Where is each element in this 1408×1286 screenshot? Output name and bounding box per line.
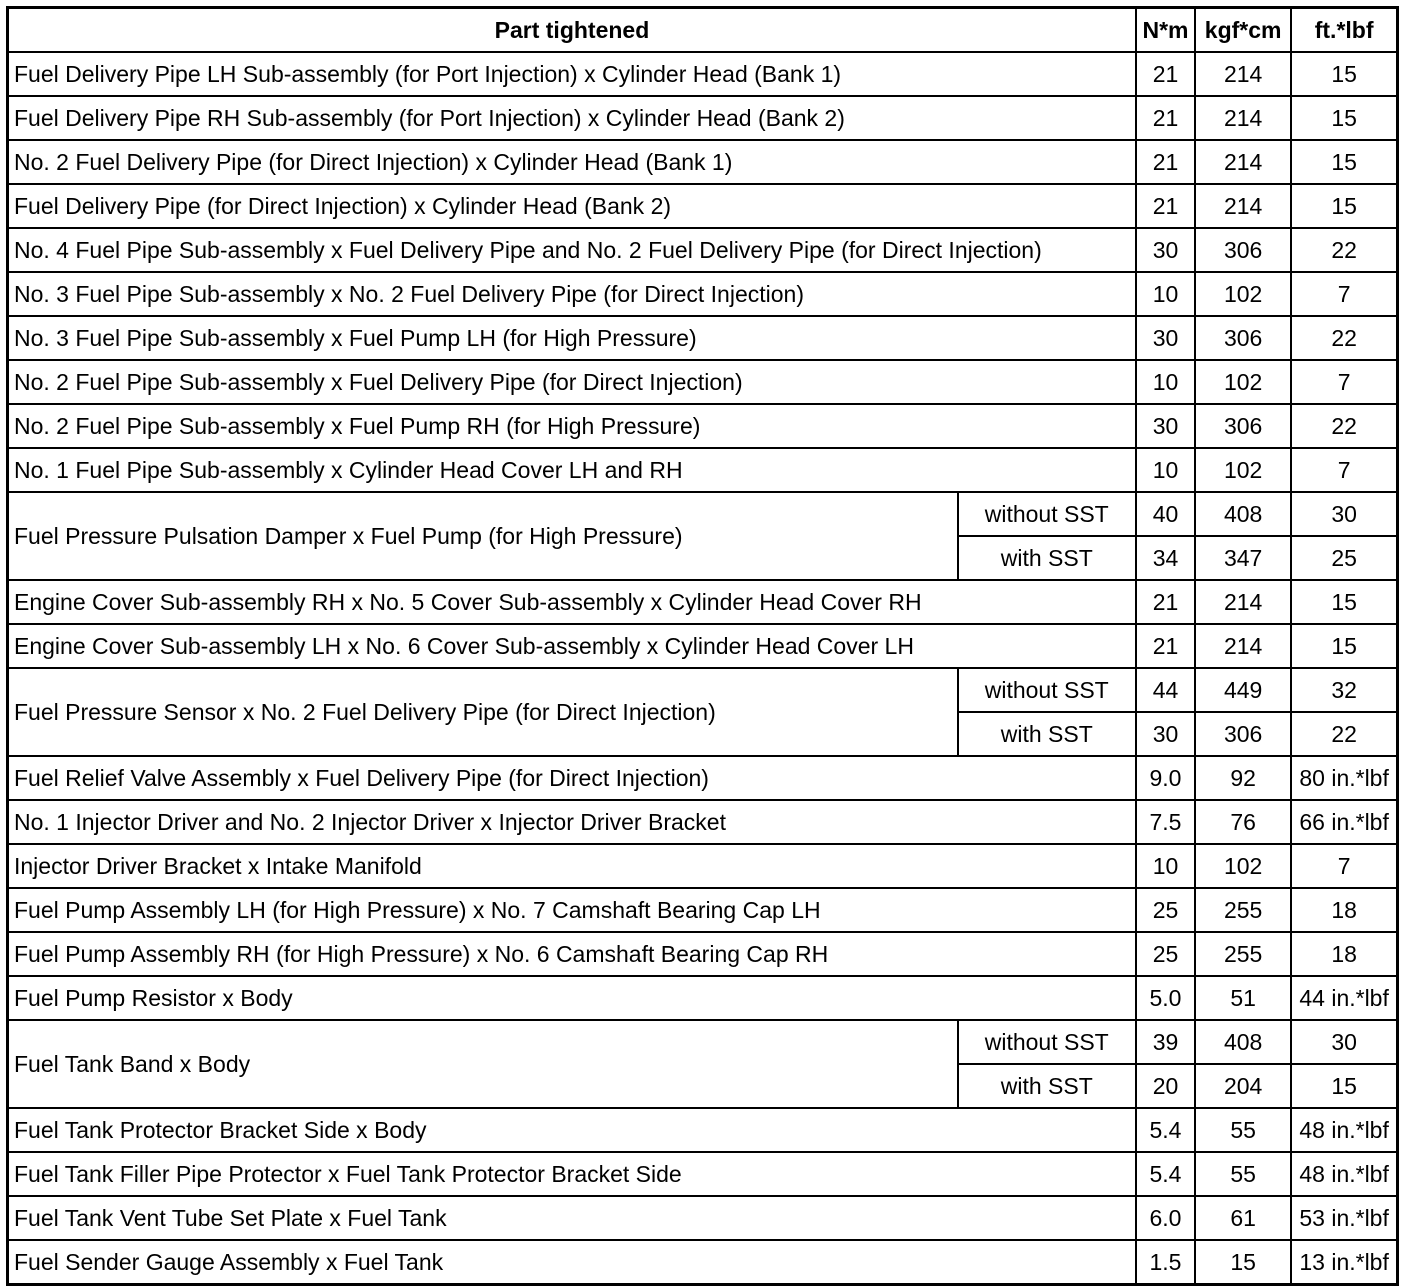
ft-lbf-cell: 22 <box>1291 404 1397 448</box>
table-row <box>8 844 1398 888</box>
table-row <box>8 448 1398 492</box>
nm-cell: 30 <box>1136 712 1195 756</box>
ft-lbf-cell: 13 in.*lbf <box>1291 1240 1397 1285</box>
kgf-cm-cell: 102 <box>1195 360 1291 404</box>
kgf-cm-cell: 204 <box>1195 1064 1291 1108</box>
kgf-cm-cell: 92 <box>1195 756 1291 800</box>
table-row <box>8 228 1398 272</box>
kgf-cm-cell: 408 <box>1195 492 1291 536</box>
part-name-cell: Fuel Tank Band x Body <box>8 1020 958 1108</box>
kgf-cm-cell: 214 <box>1195 184 1291 228</box>
nm-cell: 7.5 <box>1136 800 1195 844</box>
condition-cell: with SST <box>958 536 1136 580</box>
ft-lbf-cell: 22 <box>1291 228 1397 272</box>
nm-cell: 10 <box>1136 272 1195 316</box>
ft-lbf-cell: 48 in.*lbf <box>1291 1108 1397 1152</box>
table-row <box>8 96 1398 140</box>
nm-cell: 25 <box>1136 888 1195 932</box>
table-row <box>8 668 1398 712</box>
ft-lbf-cell: 44 in.*lbf <box>1291 976 1397 1020</box>
nm-cell: 5.4 <box>1136 1152 1195 1196</box>
table-row <box>8 756 1398 800</box>
part-name-cell: Fuel Pump Assembly RH (for High Pressure) x No. 6 Camshaft Bearing Cap RH <box>8 932 1136 976</box>
table-row <box>8 1240 1398 1285</box>
kgf-cm-cell: 306 <box>1195 404 1291 448</box>
part-name-cell: Engine Cover Sub-assembly LH x No. 6 Cover Sub-assembly x Cylinder Head Cover LH <box>8 624 1136 668</box>
kgf-cm-cell: 214 <box>1195 140 1291 184</box>
part-name-cell: Fuel Relief Valve Assembly x Fuel Delivery Pipe (for Direct Injection) <box>8 756 1136 800</box>
nm-cell: 9.0 <box>1136 756 1195 800</box>
part-name-cell: Fuel Pump Assembly LH (for High Pressure) x No. 7 Camshaft Bearing Cap LH <box>8 888 1136 932</box>
nm-cell: 44 <box>1136 668 1195 712</box>
ft-lbf-cell: 15 <box>1291 580 1397 624</box>
nm-cell: 21 <box>1136 96 1195 140</box>
table-row <box>8 932 1398 976</box>
nm-cell: 21 <box>1136 624 1195 668</box>
ft-lbf-cell: 48 in.*lbf <box>1291 1152 1397 1196</box>
table-row <box>8 52 1398 96</box>
nm-cell: 5.0 <box>1136 976 1195 1020</box>
part-name-cell: No. 2 Fuel Delivery Pipe (for Direct Injection) x Cylinder Head (Bank 1) <box>8 140 1136 184</box>
nm-cell: 25 <box>1136 932 1195 976</box>
header-nm: N*m <box>1136 8 1195 53</box>
nm-cell: 10 <box>1136 448 1195 492</box>
part-name-cell: No. 3 Fuel Pipe Sub-assembly x Fuel Pump LH (for High Pressure) <box>8 316 1136 360</box>
table-row <box>8 404 1398 448</box>
kgf-cm-cell: 255 <box>1195 888 1291 932</box>
ft-lbf-cell: 22 <box>1291 316 1397 360</box>
nm-cell: 30 <box>1136 316 1195 360</box>
ft-lbf-cell: 15 <box>1291 1064 1397 1108</box>
part-name-cell: Fuel Delivery Pipe (for Direct Injection) x Cylinder Head (Bank 2) <box>8 184 1136 228</box>
part-name-cell: No. 2 Fuel Pipe Sub-assembly x Fuel Delivery Pipe (for Direct Injection) <box>8 360 1136 404</box>
nm-cell: 21 <box>1136 52 1195 96</box>
kgf-cm-cell: 55 <box>1195 1152 1291 1196</box>
table-row <box>8 976 1398 1020</box>
table-row <box>8 888 1398 932</box>
table-row <box>8 1152 1398 1196</box>
part-name-cell: No. 4 Fuel Pipe Sub-assembly x Fuel Delivery Pipe and No. 2 Fuel Delivery Pipe (for Direct Injection) <box>8 228 1136 272</box>
table-header-row <box>8 8 1398 53</box>
ft-lbf-cell: 7 <box>1291 448 1397 492</box>
kgf-cm-cell: 61 <box>1195 1196 1291 1240</box>
part-name-cell: Fuel Tank Protector Bracket Side x Body <box>8 1108 1136 1152</box>
kgf-cm-cell: 214 <box>1195 52 1291 96</box>
table-row <box>8 272 1398 316</box>
ft-lbf-cell: 15 <box>1291 140 1397 184</box>
nm-cell: 20 <box>1136 1064 1195 1108</box>
nm-cell: 39 <box>1136 1020 1195 1064</box>
part-name-cell: No. 3 Fuel Pipe Sub-assembly x No. 2 Fuel Delivery Pipe (for Direct Injection) <box>8 272 1136 316</box>
part-name-cell: Fuel Pump Resistor x Body <box>8 976 1136 1020</box>
kgf-cm-cell: 102 <box>1195 844 1291 888</box>
ft-lbf-cell: 15 <box>1291 624 1397 668</box>
table-row <box>8 492 1398 536</box>
nm-cell: 30 <box>1136 404 1195 448</box>
table-row <box>8 140 1398 184</box>
kgf-cm-cell: 214 <box>1195 624 1291 668</box>
ft-lbf-cell: 15 <box>1291 184 1397 228</box>
part-name-cell: Injector Driver Bracket x Intake Manifold <box>8 844 1136 888</box>
table-row <box>8 624 1398 668</box>
table-body <box>8 52 1398 1285</box>
nm-cell: 40 <box>1136 492 1195 536</box>
ft-lbf-cell: 7 <box>1291 360 1397 404</box>
kgf-cm-cell: 306 <box>1195 316 1291 360</box>
kgf-cm-cell: 306 <box>1195 228 1291 272</box>
kgf-cm-cell: 214 <box>1195 96 1291 140</box>
header-ft-lbf: ft.*lbf <box>1291 8 1397 53</box>
nm-cell: 21 <box>1136 580 1195 624</box>
ft-lbf-cell: 15 <box>1291 52 1397 96</box>
nm-cell: 34 <box>1136 536 1195 580</box>
kgf-cm-cell: 15 <box>1195 1240 1291 1285</box>
part-name-cell: Engine Cover Sub-assembly RH x No. 5 Cover Sub-assembly x Cylinder Head Cover RH <box>8 580 1136 624</box>
ft-lbf-cell: 53 in.*lbf <box>1291 1196 1397 1240</box>
condition-cell: with SST <box>958 712 1136 756</box>
part-name-cell: Fuel Delivery Pipe RH Sub-assembly (for Port Injection) x Cylinder Head (Bank 2) <box>8 96 1136 140</box>
kgf-cm-cell: 214 <box>1195 580 1291 624</box>
table-row <box>8 360 1398 404</box>
condition-cell: without SST <box>958 1020 1136 1064</box>
table-row <box>8 1196 1398 1240</box>
part-name-cell: No. 1 Fuel Pipe Sub-assembly x Cylinder Head Cover LH and RH <box>8 448 1136 492</box>
part-name-cell: Fuel Sender Gauge Assembly x Fuel Tank <box>8 1240 1136 1285</box>
header-part-tightened: Part tightened <box>8 8 1136 53</box>
nm-cell: 10 <box>1136 844 1195 888</box>
nm-cell: 30 <box>1136 228 1195 272</box>
part-name-cell: Fuel Tank Filler Pipe Protector x Fuel Tank Protector Bracket Side <box>8 1152 1136 1196</box>
table-row <box>8 1020 1398 1064</box>
kgf-cm-cell: 76 <box>1195 800 1291 844</box>
kgf-cm-cell: 347 <box>1195 536 1291 580</box>
ft-lbf-cell: 80 in.*lbf <box>1291 756 1397 800</box>
nm-cell: 21 <box>1136 184 1195 228</box>
kgf-cm-cell: 55 <box>1195 1108 1291 1152</box>
part-name-cell: No. 2 Fuel Pipe Sub-assembly x Fuel Pump RH (for High Pressure) <box>8 404 1136 448</box>
kgf-cm-cell: 255 <box>1195 932 1291 976</box>
part-name-cell: Fuel Pressure Sensor x No. 2 Fuel Delivery Pipe (for Direct Injection) <box>8 668 958 756</box>
kgf-cm-cell: 449 <box>1195 668 1291 712</box>
kgf-cm-cell: 408 <box>1195 1020 1291 1064</box>
kgf-cm-cell: 51 <box>1195 976 1291 1020</box>
ft-lbf-cell: 22 <box>1291 712 1397 756</box>
nm-cell: 21 <box>1136 140 1195 184</box>
ft-lbf-cell: 25 <box>1291 536 1397 580</box>
table-row <box>8 1108 1398 1152</box>
ft-lbf-cell: 30 <box>1291 492 1397 536</box>
ft-lbf-cell: 18 <box>1291 932 1397 976</box>
condition-cell: without SST <box>958 668 1136 712</box>
kgf-cm-cell: 306 <box>1195 712 1291 756</box>
ft-lbf-cell: 32 <box>1291 668 1397 712</box>
part-name-cell: No. 1 Injector Driver and No. 2 Injector Driver x Injector Driver Bracket <box>8 800 1136 844</box>
table-row <box>8 800 1398 844</box>
table-row <box>8 580 1398 624</box>
ft-lbf-cell: 30 <box>1291 1020 1397 1064</box>
part-name-cell: Fuel Pressure Pulsation Damper x Fuel Pump (for High Pressure) <box>8 492 958 580</box>
nm-cell: 6.0 <box>1136 1196 1195 1240</box>
ft-lbf-cell: 66 in.*lbf <box>1291 800 1397 844</box>
part-name-cell: Fuel Delivery Pipe LH Sub-assembly (for Port Injection) x Cylinder Head (Bank 1) <box>8 52 1136 96</box>
nm-cell: 10 <box>1136 360 1195 404</box>
kgf-cm-cell: 102 <box>1195 448 1291 492</box>
torque-spec-table <box>6 6 1399 1286</box>
header-kgf-cm: kgf*cm <box>1195 8 1291 53</box>
ft-lbf-cell: 15 <box>1291 96 1397 140</box>
ft-lbf-cell: 7 <box>1291 844 1397 888</box>
nm-cell: 5.4 <box>1136 1108 1195 1152</box>
table-row <box>8 316 1398 360</box>
condition-cell: with SST <box>958 1064 1136 1108</box>
part-name-cell: Fuel Tank Vent Tube Set Plate x Fuel Tank <box>8 1196 1136 1240</box>
kgf-cm-cell: 102 <box>1195 272 1291 316</box>
table-row <box>8 184 1398 228</box>
condition-cell: without SST <box>958 492 1136 536</box>
ft-lbf-cell: 7 <box>1291 272 1397 316</box>
ft-lbf-cell: 18 <box>1291 888 1397 932</box>
nm-cell: 1.5 <box>1136 1240 1195 1285</box>
